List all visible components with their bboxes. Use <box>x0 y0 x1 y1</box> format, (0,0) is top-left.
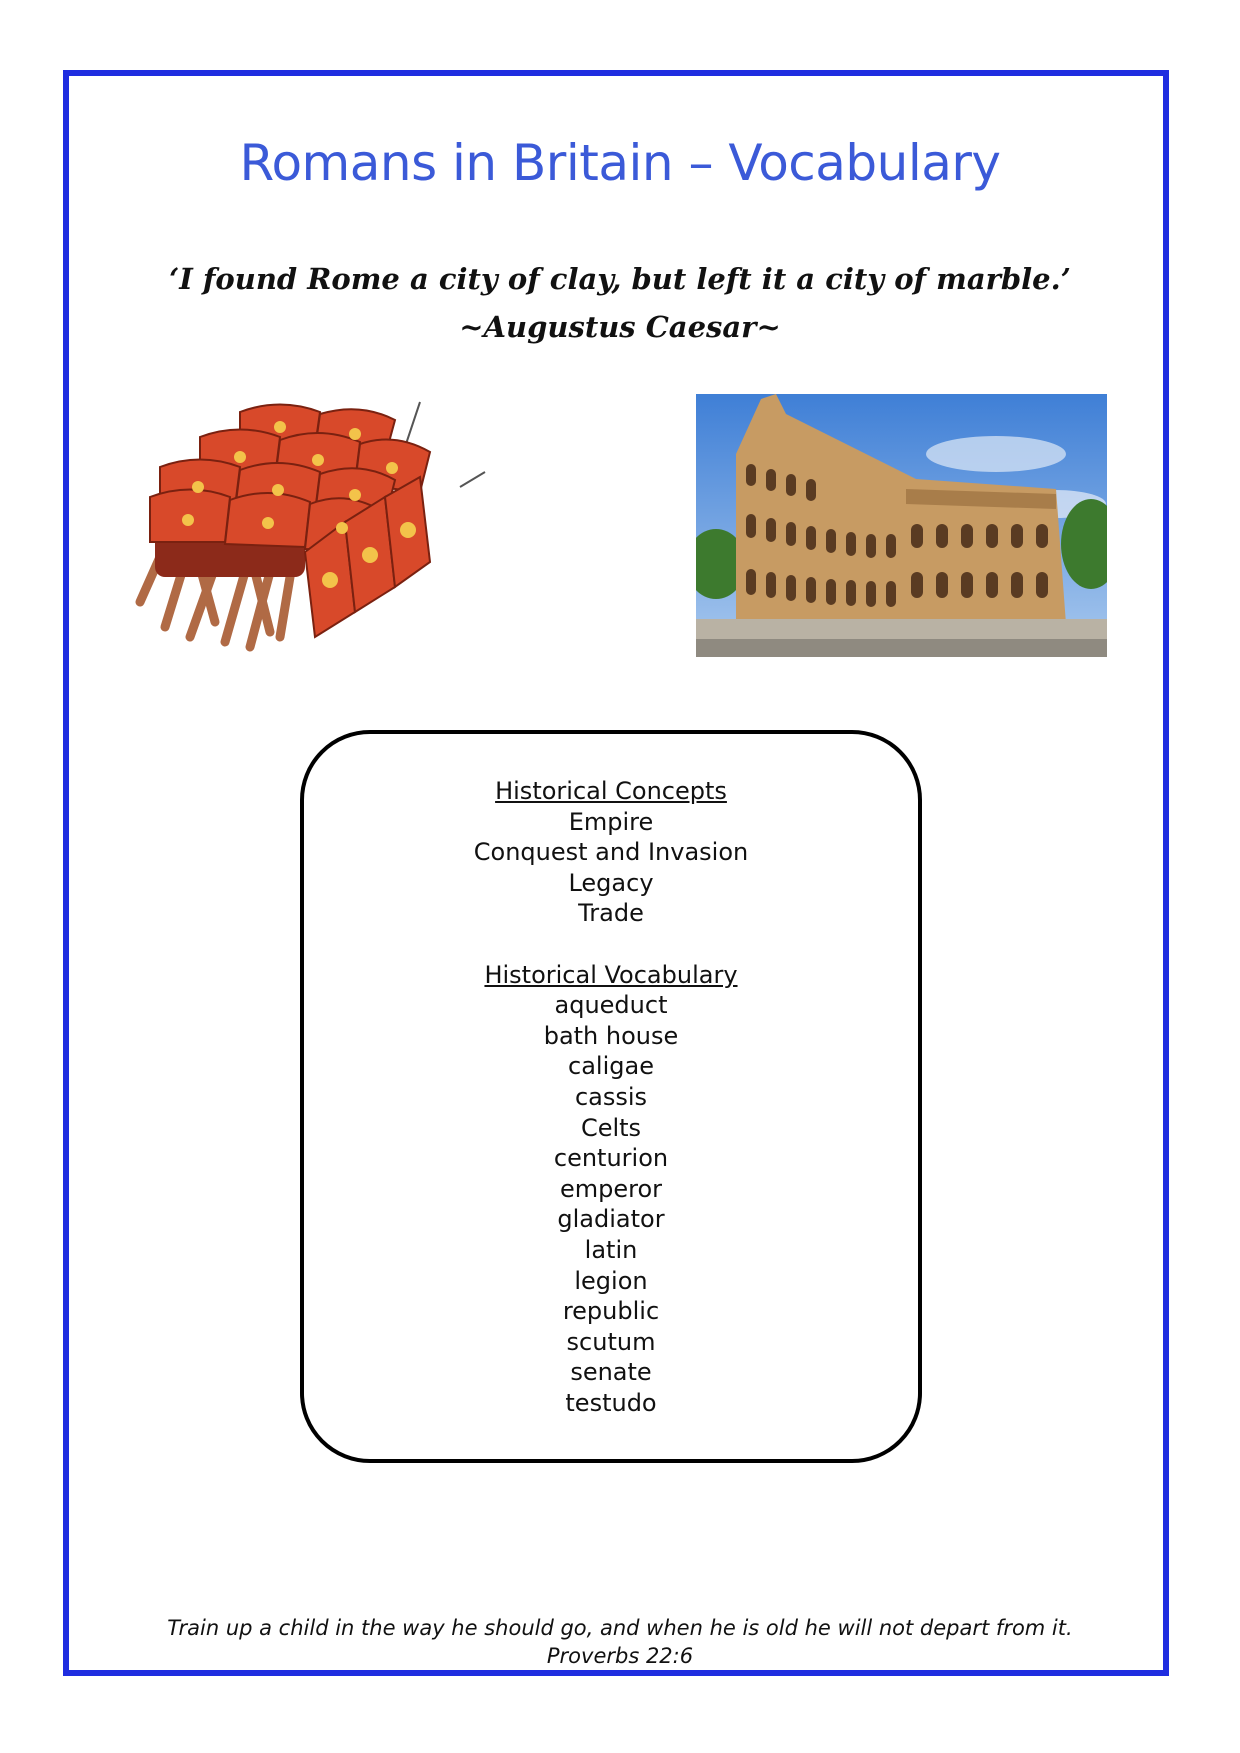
vocab-word: Celts <box>580 1113 642 1142</box>
quote-attribution: ~Augustus Caesar~ <box>459 310 781 344</box>
spacer <box>304 929 918 960</box>
vocab-word: latin <box>584 1235 638 1264</box>
vocabulary-heading: Historical Vocabulary <box>484 960 738 989</box>
vocab-word: caligae <box>568 1052 654 1081</box>
vocab-word: gladiator <box>557 1205 665 1234</box>
vocab-word: centurion <box>553 1144 669 1173</box>
footer-verse <box>0 1614 1240 1670</box>
quote-block <box>0 255 1240 351</box>
vocab-word: republic <box>562 1297 660 1326</box>
testudo-illustration <box>130 392 500 657</box>
concept-item: Empire <box>568 807 654 836</box>
vocab-word: scutum <box>566 1327 656 1356</box>
vocabulary-box <box>300 730 922 1463</box>
concepts-heading: Historical Concepts <box>495 777 727 805</box>
vocabulary-list <box>304 776 918 1418</box>
verse-reference: Proverbs 22:6 <box>546 1644 694 1668</box>
vocab-word: cassis <box>574 1082 648 1111</box>
vocab-word: emperor <box>559 1174 663 1203</box>
vocab-word: bath house <box>543 1021 679 1050</box>
vocab-word: senate <box>570 1358 652 1387</box>
verse-text: Train up a child in the way he should go, and when he is old he will not depart from it. <box>167 1616 1073 1640</box>
concept-item: Conquest and Invasion <box>473 838 749 867</box>
vocab-word: legion <box>574 1266 648 1295</box>
vocab-word: aqueduct <box>554 991 668 1020</box>
quote-text: ‘I found Rome a city of clay, but left it a city of marble.’ <box>169 262 1071 296</box>
vocab-word: testudo <box>565 1388 657 1417</box>
concept-item: Legacy <box>568 868 654 897</box>
page-title: Romans in Britain – Vocabulary <box>239 134 1001 192</box>
colosseum-photo <box>696 394 1107 657</box>
concept-item: Trade <box>578 899 644 928</box>
